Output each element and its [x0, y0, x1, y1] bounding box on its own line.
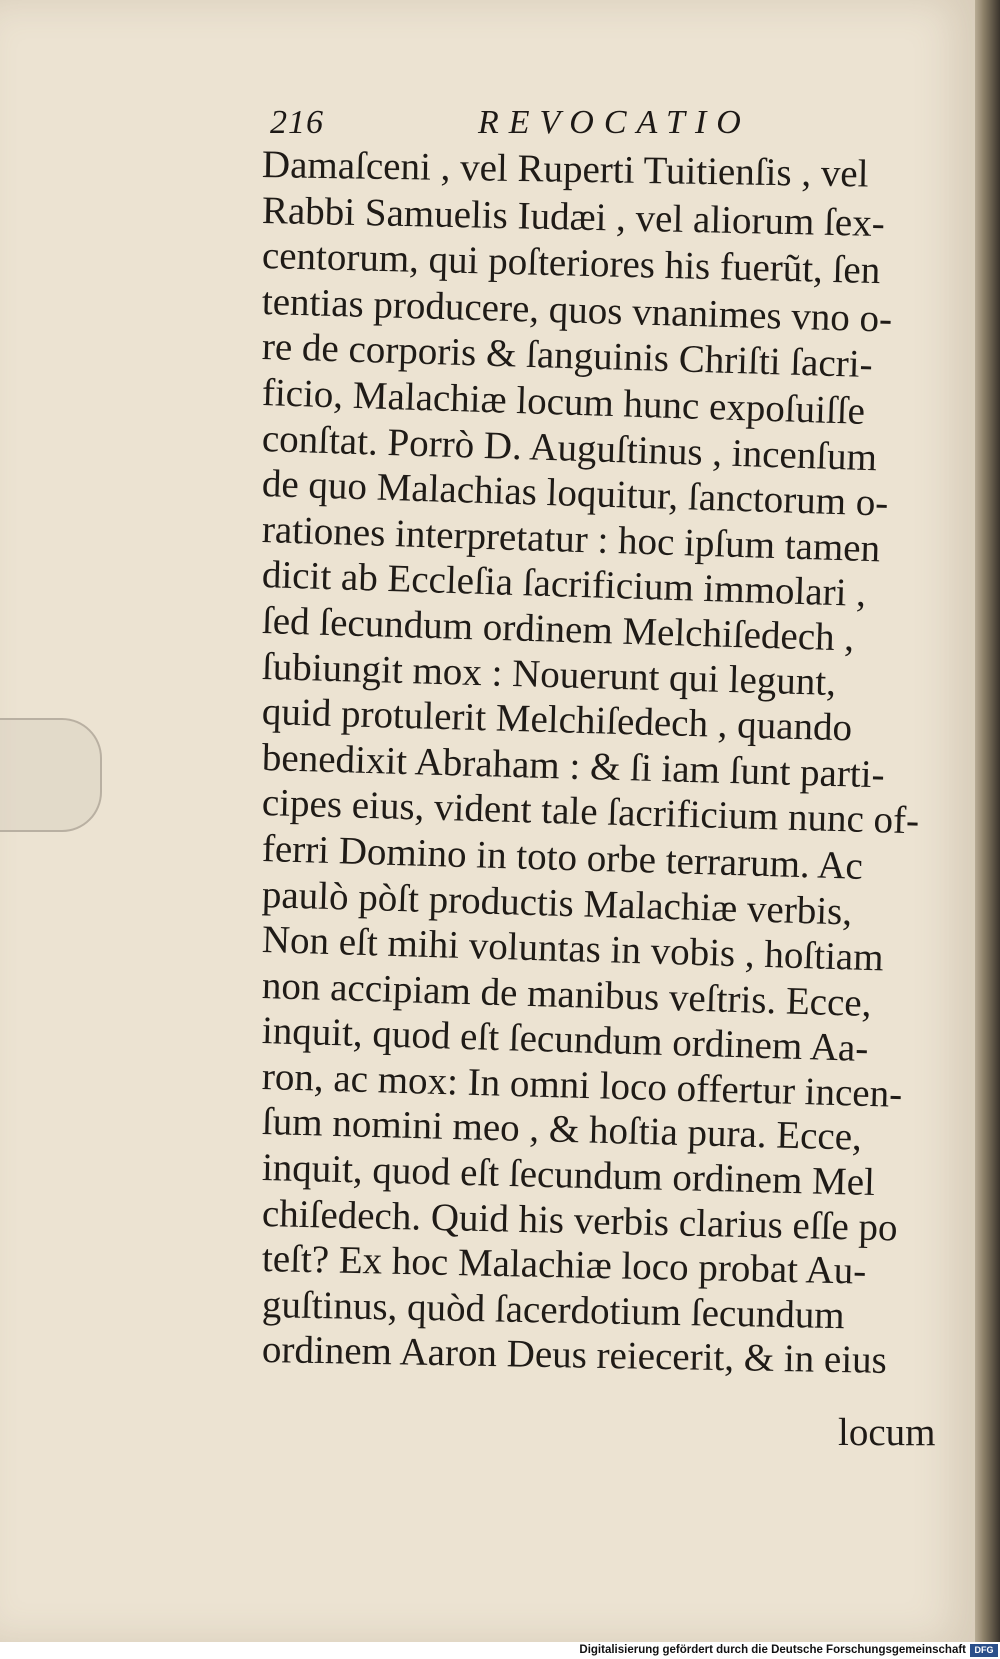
text-line: chiſedech. Quid his verbis clarius eſſe po	[261, 1191, 899, 1250]
footer-credit: Digitalisierung gefördert durch die Deutsche Forschungsgemeinschaft	[579, 1644, 966, 1656]
clip-mark	[0, 718, 102, 832]
text-line: de quo Malachias loquitur, ſanctorum o-	[261, 462, 889, 525]
text-line: Rabbi Samuelis Iudæi , vel aliorum ſex-	[261, 188, 886, 245]
dfg-logo-icon: DFG	[970, 1644, 998, 1657]
text-line: quid protulerit Melchiſedech , quando	[261, 690, 853, 750]
text-line: non accipiam de manibus veſtris. Ecce,	[261, 963, 873, 1025]
text-line: centorum, qui poſteriores his fuerũt, ſen	[261, 234, 881, 293]
text-line: rationes interpretatur : hoc ipſum tamen	[261, 507, 881, 571]
text-line: Non eſt mihi voluntas in vobis , hoſtiam	[261, 918, 885, 980]
text-line: paulò pòſt productis Malachiæ verbis,	[261, 872, 853, 934]
page-number: 216	[270, 104, 324, 141]
text-line: re de corporis & ſanguinis Chriſti ſacri-	[261, 325, 874, 387]
text-line: cipes eius, vident tale ſacrificium nunc of-	[261, 781, 920, 843]
text-line: Damaſceni , vel Ruperti Tuitienſis , vel	[261, 143, 869, 196]
text-line: teſt? Ex hoc Malachiæ loco probat Au-	[261, 1237, 867, 1293]
text-line: ficio, Malachiæ locum hunc expoſuiſſe	[261, 370, 866, 433]
text-block	[261, 142, 942, 1383]
text-line: ron, ac mox: In omni loco offertur incen-	[261, 1054, 903, 1116]
text-line: dicit ab Eccleſia ſacrificium immolari ,	[261, 553, 867, 616]
text-line: guſtinus, quòd ſacerdotium ſecundum	[261, 1282, 846, 1338]
footer-bar	[0, 1642, 1000, 1659]
text-line: conſtat. Porrò D. Auguſtinus , incenſum	[261, 416, 878, 479]
page-edge	[975, 0, 1000, 1642]
catchword: locum	[838, 1411, 936, 1454]
text-line: ordinem Aaron Deus reiecerit, & in eius	[261, 1328, 888, 1383]
text-line: ſum nomini meo , & hoſtia pura. Ecce,	[261, 1100, 863, 1160]
text-line: ſed ſecundum ordinem Melchiſedech ,	[261, 598, 855, 660]
text-line: inquit, quod eſt ſecundum ordinem Aa-	[261, 1009, 869, 1071]
text-line: ſubiungit mox : Nouerunt qui legunt,	[261, 644, 837, 704]
text-line: tentias producere, quos vnanimes vno o-	[261, 279, 893, 341]
running-title: REVOCATIO	[478, 104, 751, 141]
text-line: inquit, quod eſt ſecundum ordinem Mel	[261, 1146, 876, 1205]
text-line: benedixit Abraham : & ſi iam ſunt parti-	[261, 735, 886, 797]
text-line: ferri Domino in toto orbe terrarum. Ac	[261, 826, 864, 888]
